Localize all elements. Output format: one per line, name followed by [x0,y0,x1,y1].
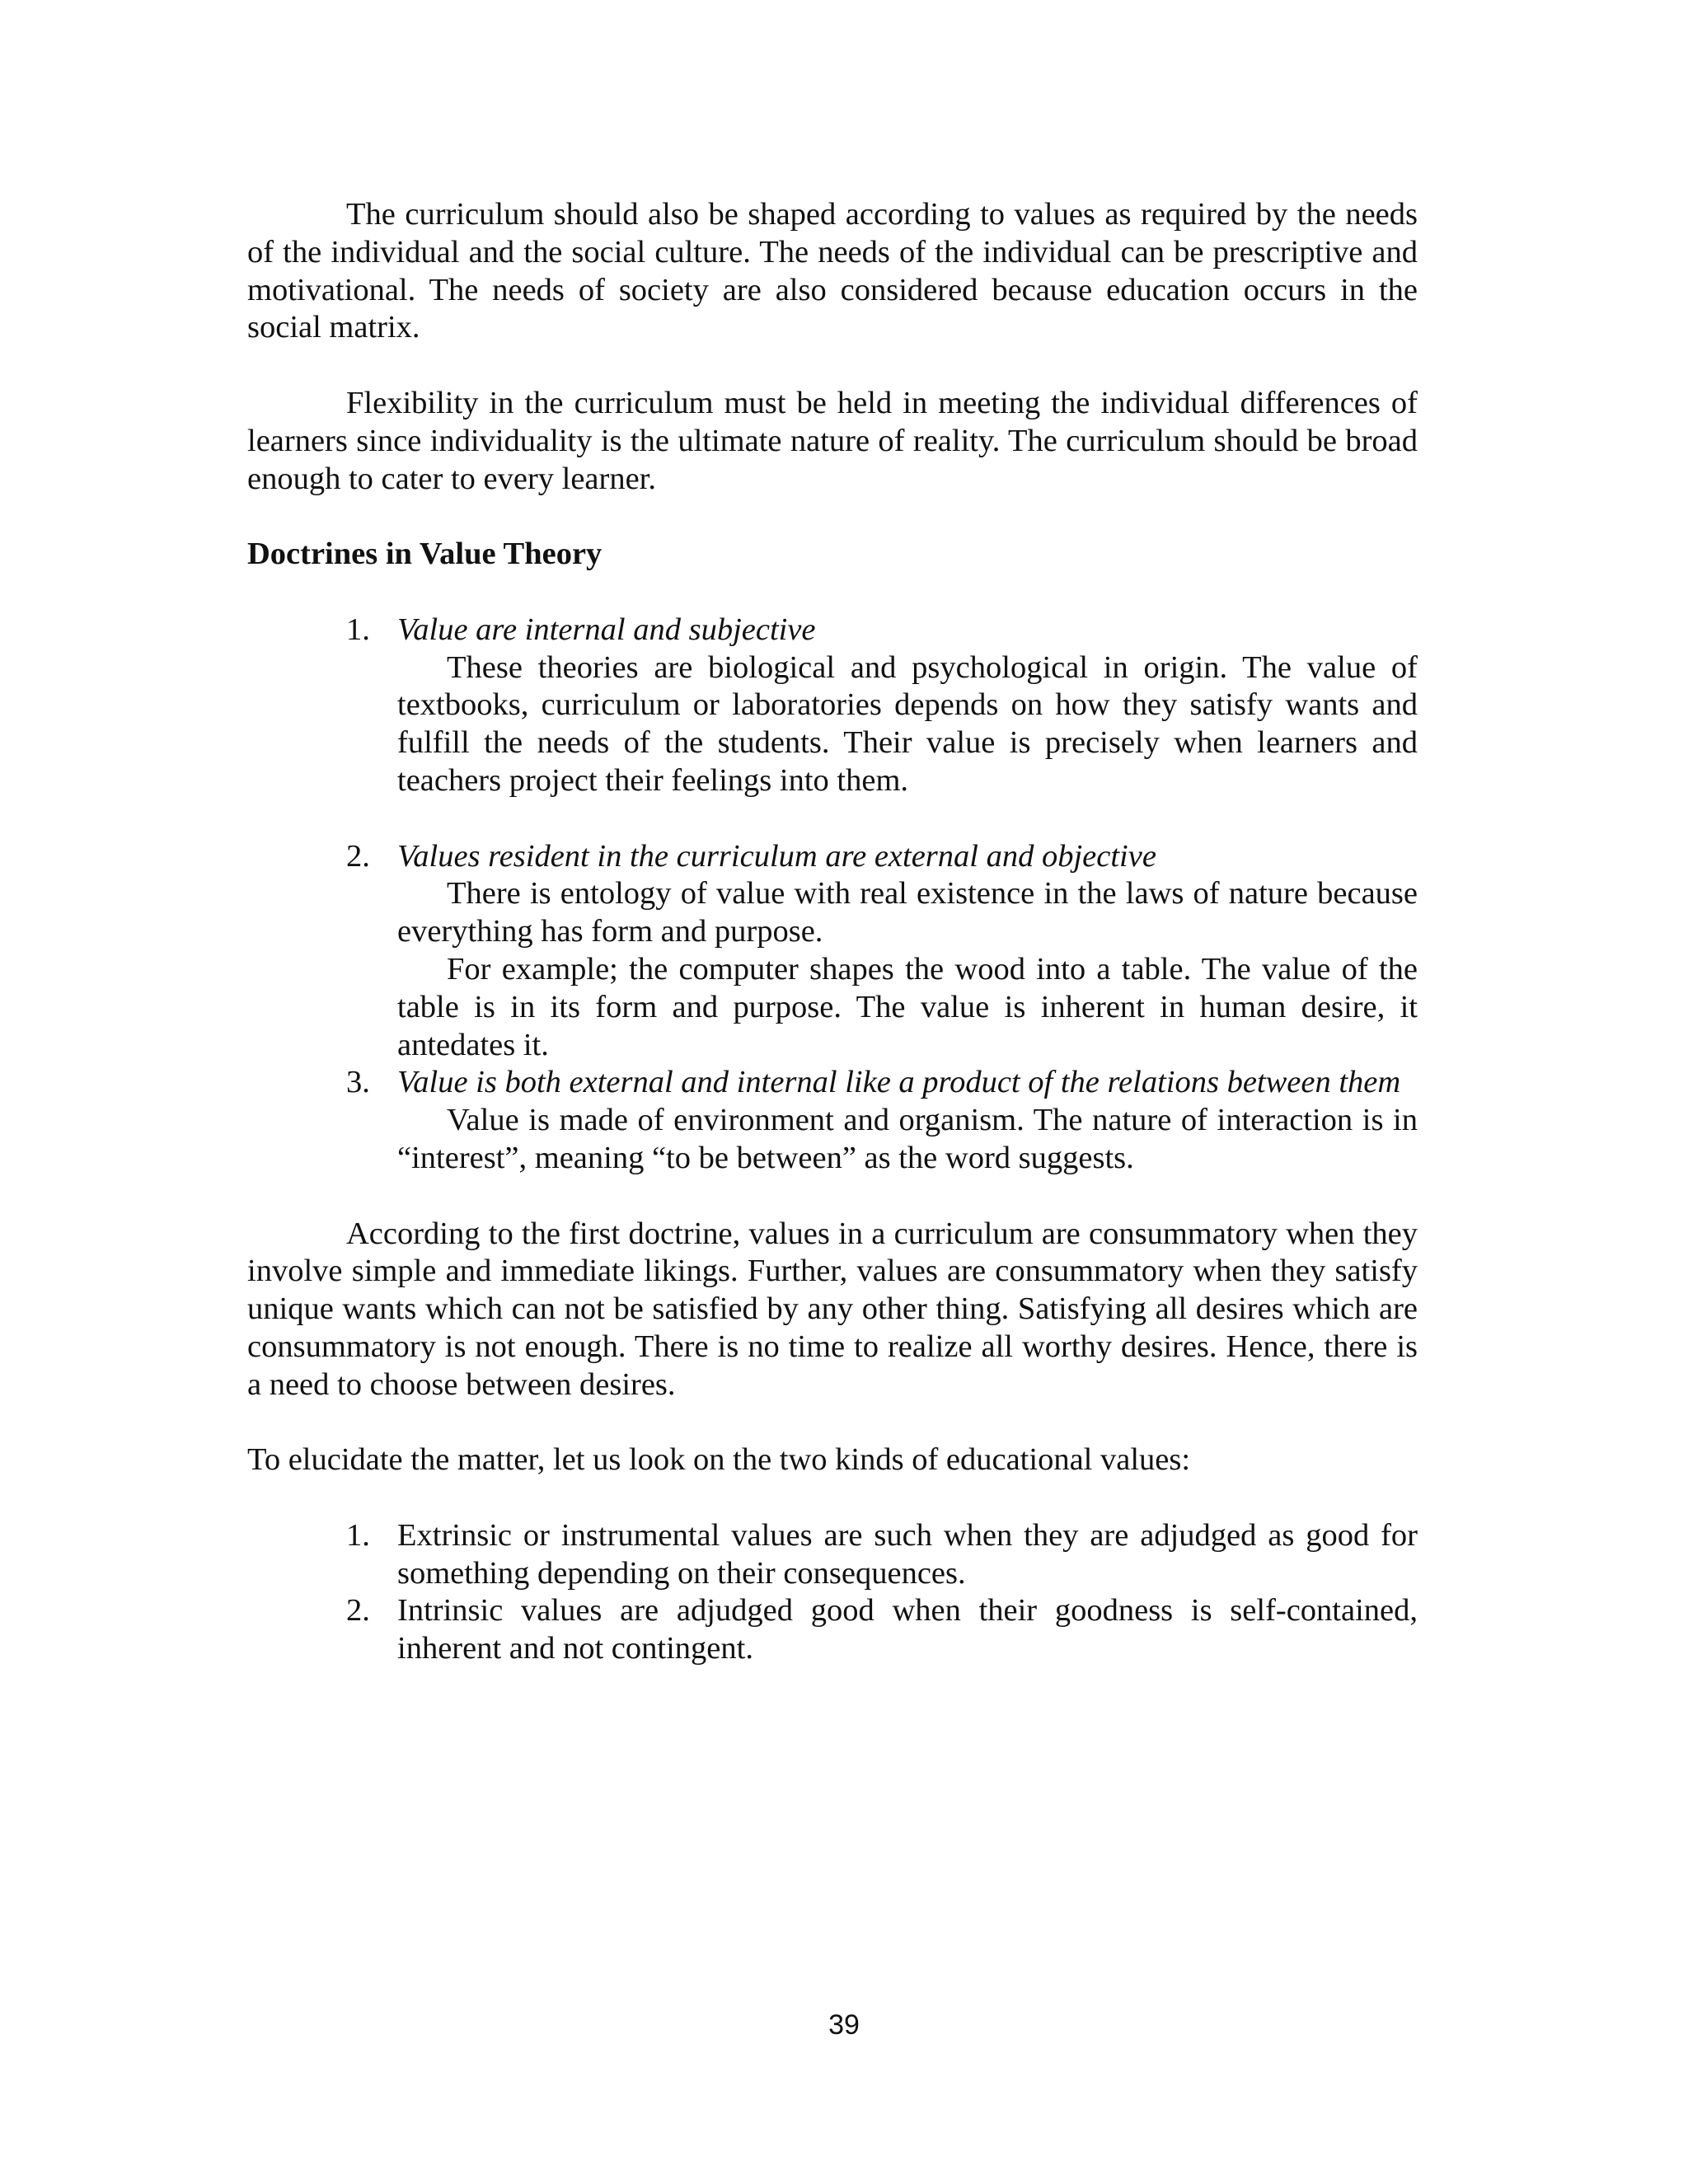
doctrine-body: There is entology of value with real existence in the laws of nature because everything has form and purpose. [397,876,1418,949]
page-content [247,196,1418,1668]
value-number: 1. [346,1517,370,1553]
doctrine-number: 2. [346,838,370,874]
doctrine-body: These theories are biological and psychological in origin. The value of textbooks, curriculum or laboratories depends on how they satisfy wants and fulfill the needs of the students. Their value is precisely when learners and teachers project their feelings into them. [397,649,1418,798]
value-item [346,1592,1418,1668]
spacer [247,574,1418,612]
value-number: 2. [346,1593,370,1629]
doctrine-item [346,1064,1418,1177]
paragraph-flexibility: Flexibility in the curriculum must be held in meeting the individual differences of learners since individuality is the ultimate nature of reality. The curriculum should be broad enough to cater to every learner. [247,385,1418,496]
doctrine-body-example: For example; the computer shapes the wood into a table. The value of the table is in its form and purpose. The value is inherent in human desire, it antedates it. [397,951,1418,1062]
doctrine-title: Values resident in the curriculum are external and objective [397,838,1156,874]
value-item [346,1517,1418,1593]
paragraph-first-doctrine: According to the first doctrine, values in a curriculum are consummatory when they involve simple and immediate likings. Further, values are consummatory when they satisfy unique wants which can not be satisfied by any other thing. Satisfying all desires which are consummatory is not enough. There is no time to realize all worthy desires. Hence, there is a need to choose between desires. [247,1216,1418,1402]
doctrine-number: 1. [346,612,370,647]
doctrine-body: Value is made of environment and organism. The nature of interaction is in “interest”, meaning “to be between” as the word suggests. [397,1103,1418,1175]
paragraph-curriculum-values: The curriculum should also be shaped according to values as required by the needs of the individual and the social culture. The needs of the individual can be prescriptive and motivational. The needs of society are also considered because education occurs in the social matrix. [247,197,1418,345]
value-text: Intrinsic values are adjudged good when their goodness is self-contained, inherent and not contingent. [397,1593,1418,1666]
doctrine-number: 3. [346,1065,370,1100]
page-number: 39 [828,2009,860,2041]
spacer [346,800,1418,838]
doctrine-title: Value is both external and internal like a product of the relations between them [397,1065,1401,1100]
doctrine-item [346,838,1418,1065]
spacer [247,1404,1418,1442]
paragraph-elucidate: To elucidate the matter, let us look on the two kinds of educational values: [247,1442,1191,1478]
doctrines-list [346,612,1418,1178]
spacer [247,1479,1418,1517]
educational-values-list [346,1517,1418,1668]
spacer [247,1178,1418,1216]
spacer [247,498,1418,536]
spacer [247,347,1418,385]
doctrine-title: Value are internal and subjective [397,612,816,647]
section-heading: Doctrines in Value Theory [247,537,603,572]
value-text: Extrinsic or instrumental values are such when they are adjudged as good for something depending on their consequences. [397,1517,1418,1591]
doctrine-item [346,612,1418,800]
